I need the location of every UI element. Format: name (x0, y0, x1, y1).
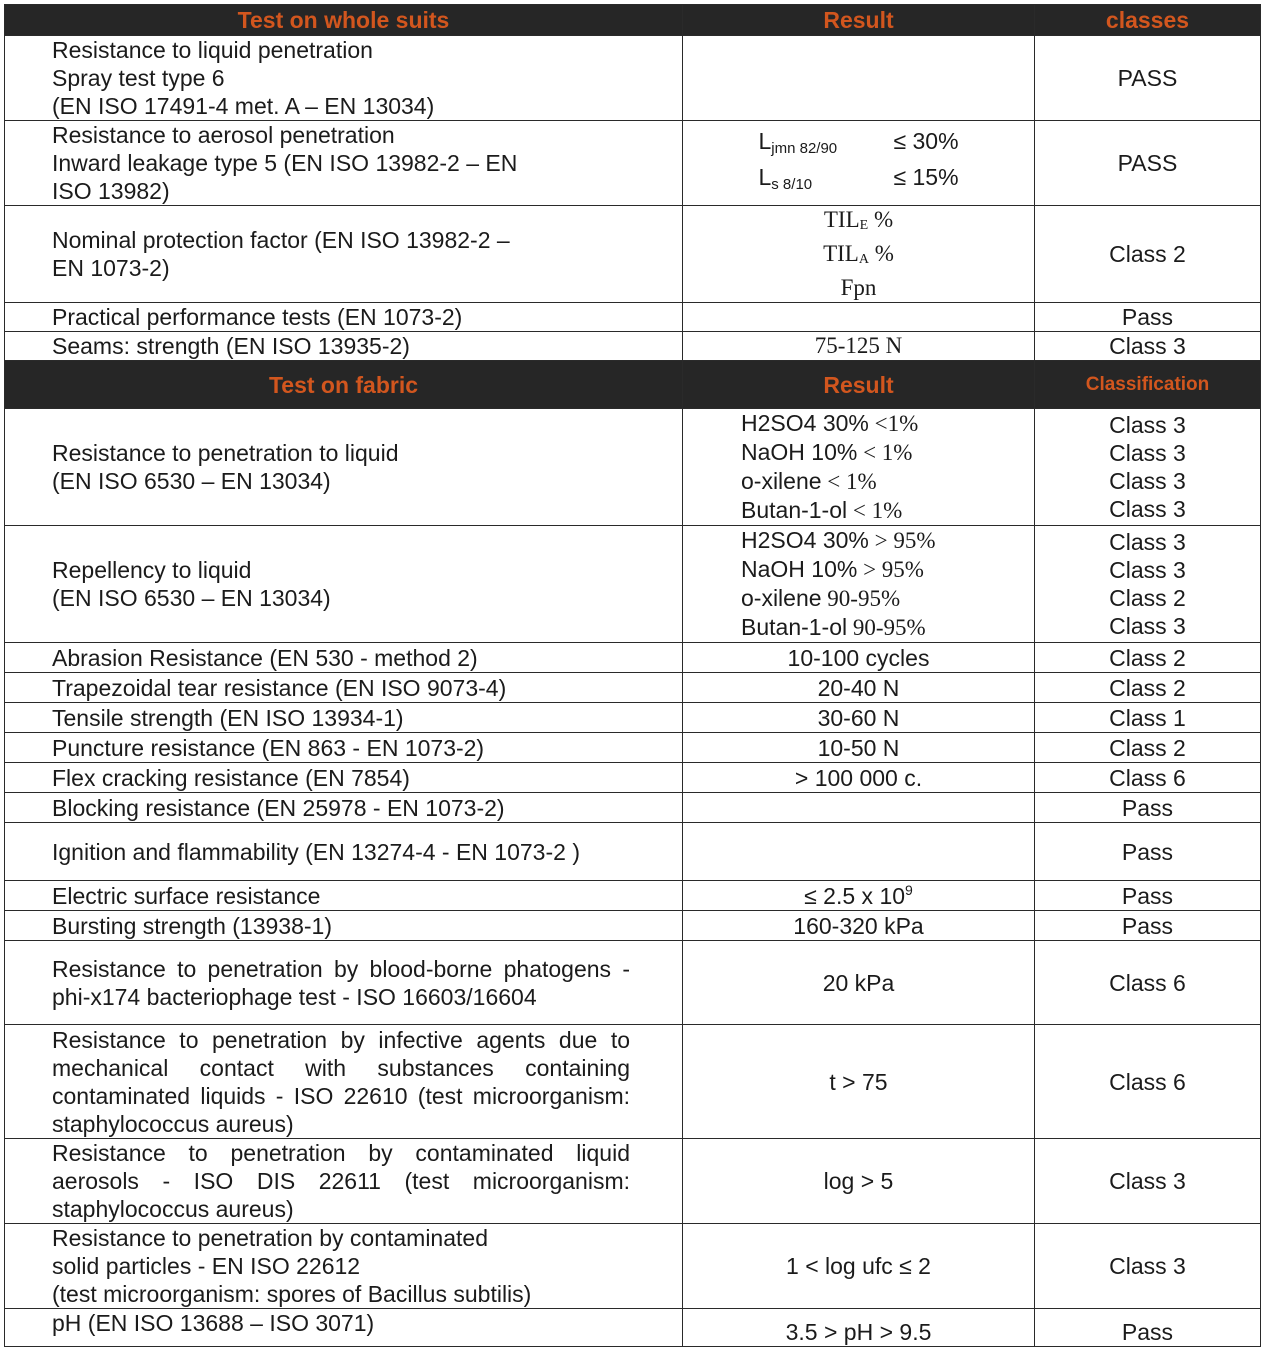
class-cell: Class 2 (1035, 673, 1261, 703)
class-cell: Pass (1035, 303, 1261, 332)
table-row (5, 1309, 1261, 1347)
class-cell: Class 2 (1035, 206, 1261, 303)
class-cell: Class 3 Class 3 Class 2 Class 3 (1035, 526, 1261, 643)
table-row (5, 733, 1261, 763)
table-row (5, 881, 1261, 911)
result-cell: log > 5 (683, 1139, 1035, 1224)
result-cell: 20 kPa (683, 941, 1035, 1025)
class-cell: PASS (1035, 36, 1261, 121)
result-cell: 75-125 N (683, 332, 1035, 361)
result-cell (683, 36, 1035, 121)
test-cell: pH (EN ISO 13688 – ISO 3071) (5, 1309, 683, 1347)
class-cell: Class 3 (1035, 1139, 1261, 1224)
class-cell: Class 3 (1035, 1224, 1261, 1309)
table-row (5, 673, 1261, 703)
fabric-header-row (5, 361, 1261, 409)
test-cell: Resistance to liquid penetration Spray test type 6 (EN ISO 17491-4 met. A – EN 13034) (5, 36, 683, 121)
header-test: Test on fabric (5, 361, 683, 409)
result-cell (683, 793, 1035, 823)
test-cell: Resistance to penetration by contaminated liquid aerosols - ISO DIS 22611 (test microorganism: staphylococcus aureus) (5, 1139, 683, 1224)
leakage-values: Ljmn 82/90 ≤ 30% Ls 8/10 ≤ 15% (758, 128, 959, 193)
table-row (5, 36, 1261, 121)
test-cell: Electric surface resistance (5, 881, 683, 911)
test-cell: Seams: strength (EN ISO 13935-2) (5, 332, 683, 361)
result-cell: $TIL_E$ % $TIL_A$ % Fpn (683, 206, 1035, 303)
result-cell: t > 75 (683, 1025, 1035, 1139)
test-cell: Trapezoidal tear resistance (EN ISO 9073-4) (5, 673, 683, 703)
result-cell: 160-320 kPa (683, 911, 1035, 941)
result-cell: 20-40 N (683, 673, 1035, 703)
class-cell: Pass (1035, 881, 1261, 911)
table-row (5, 526, 1261, 643)
table-row (5, 793, 1261, 823)
table-row (5, 941, 1261, 1025)
class-cell: Class 3 (1035, 332, 1261, 361)
test-cell: Puncture resistance (EN 863 - EN 1073-2) (5, 733, 683, 763)
class-cell: Pass (1035, 911, 1261, 941)
class-cell: Class 6 (1035, 763, 1261, 793)
specification-table (4, 4, 1261, 1347)
class-cell: Class 6 (1035, 941, 1261, 1025)
result-cell: H2SO4 30% <1% NaOH 10% < 1% o-xilene < 1% Butan-1-ol < 1% (683, 409, 1035, 526)
table-row (5, 643, 1261, 673)
class-cell: PASS (1035, 121, 1261, 206)
table-row (5, 303, 1261, 332)
result-cell: H2SO4 30% > 95% NaOH 10% > 95% o-xilene 90-95% Butan-1-ol 90-95% (683, 526, 1035, 643)
result-cell: 3.5 > pH > 9.5 (683, 1309, 1035, 1347)
test-cell: Resistance to penetration by contaminated solid particles - EN ISO 22612 (test microorganism: spores of Bacillus subtilis) (5, 1224, 683, 1309)
class-cell: Class 1 (1035, 703, 1261, 733)
test-cell: Blocking resistance (EN 25978 - EN 1073-2) (5, 793, 683, 823)
table-row (5, 1224, 1261, 1309)
test-cell: Abrasion Resistance (EN 530 - method 2) (5, 643, 683, 673)
result-cell: ≤ 2.5 x $10^9$ (683, 881, 1035, 911)
class-cell: Class 2 (1035, 733, 1261, 763)
header-result: Result (683, 5, 1035, 36)
table-row (5, 763, 1261, 793)
class-cell: Class 6 (1035, 1025, 1261, 1139)
result-cell (683, 303, 1035, 332)
table-row (5, 121, 1261, 206)
test-cell: Nominal protection factor (EN ISO 13982-2 – EN 1073-2) (5, 206, 683, 303)
test-cell: Resistance to penetration by blood-borne phatogens - phi-x174 bacteriophage test - ISO 16603/16604 (5, 941, 683, 1025)
class-cell: Pass (1035, 823, 1261, 881)
table-row (5, 911, 1261, 941)
test-cell: Repellency to liquid (EN ISO 6530 – EN 13034) (5, 526, 683, 643)
header-class: classes (1035, 5, 1261, 36)
table-row (5, 206, 1261, 303)
class-cell: Class 3 Class 3 Class 3 Class 3 (1035, 409, 1261, 526)
header-result: Result (683, 361, 1035, 409)
table-row (5, 823, 1261, 881)
class-cell: Class 2 (1035, 643, 1261, 673)
table-row (5, 1025, 1261, 1139)
table-row (5, 409, 1261, 526)
table-row (5, 332, 1261, 361)
header-test: Test on whole suits (5, 5, 683, 36)
class-cell: Pass (1035, 793, 1261, 823)
test-cell: Resistance to penetration by infective agents due to mechanical contact with substances containing contaminated liquids - ISO 22610 (test microorganism: staphylococcus aureus) (5, 1025, 683, 1139)
test-cell: Flex cracking resistance (EN 7854) (5, 763, 683, 793)
test-cell: Ignition and flammability (EN 13274-4 - EN 1073-2 ) (5, 823, 683, 881)
table-row (5, 703, 1261, 733)
class-cell: Pass (1035, 1309, 1261, 1347)
result-cell (683, 823, 1035, 881)
test-cell: Practical performance tests (EN 1073-2) (5, 303, 683, 332)
test-cell: Tensile strength (EN ISO 13934-1) (5, 703, 683, 733)
test-cell: Resistance to penetration to liquid (EN ISO 6530 – EN 13034) (5, 409, 683, 526)
suits-header-row (5, 5, 1261, 36)
result-cell (683, 121, 1035, 206)
result-cell: 10-50 N (683, 733, 1035, 763)
table-row (5, 1139, 1261, 1224)
test-cell: Bursting strength (13938-1) (5, 911, 683, 941)
result-cell: > 100 000 c. (683, 763, 1035, 793)
header-class: Classification (1035, 361, 1261, 409)
result-cell: 1 < log ufc ≤ 2 (683, 1224, 1035, 1309)
test-cell: Resistance to aerosol penetration Inward leakage type 5 (EN ISO 13982-2 – EN ISO 13982) (5, 121, 683, 206)
result-cell: 10-100 cycles (683, 643, 1035, 673)
result-cell: 30-60 N (683, 703, 1035, 733)
